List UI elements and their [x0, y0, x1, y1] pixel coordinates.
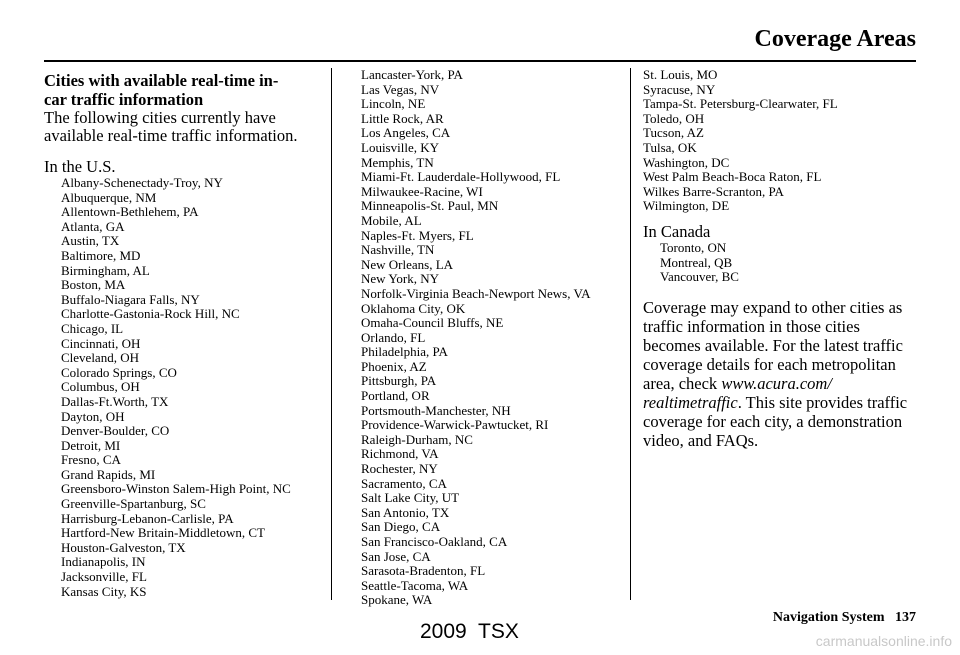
city-item: Miami-Ft. Lauderdale-Hollywood, FL: [361, 169, 561, 185]
city-item: Wilmington, DE: [643, 198, 730, 214]
city-item: St. Louis, MO: [643, 67, 718, 82]
city-item: Norfolk-Virginia Beach-Newport News, VA: [361, 285, 591, 301]
city-item: Baltimore, MD: [61, 247, 141, 263]
city-item: West Palm Beach-Boca Raton, FL: [643, 169, 822, 185]
page-number: 137: [895, 610, 916, 625]
city-item: Colorado Springs, CO: [61, 364, 177, 380]
footer-section-label: [773, 610, 916, 626]
city-item: Oklahoma City, OK: [361, 300, 466, 316]
city-item: Milwaukee-Racine, WI: [361, 183, 483, 199]
city-item: Phoenix, AZ: [361, 358, 427, 374]
city-item: Atlanta, GA: [61, 218, 125, 234]
city-item: Wilkes Barre-Scranton, PA: [643, 183, 784, 199]
city-item: Sacramento, CA: [361, 475, 447, 491]
city-item: Richmond, VA: [361, 446, 439, 462]
city-item: Charlotte-Gastonia-Rock Hill, NC: [61, 306, 240, 322]
city-item: Greensboro-Winston Salem-High Point, NC: [61, 481, 291, 497]
city-item: Albany-Schenectady-Troy, NY: [61, 175, 223, 190]
section-heading-line-1: Cities with available real-time in-: [44, 71, 279, 90]
coverage-line: traffic information in those cities: [643, 316, 860, 336]
us-city-list-3: [643, 68, 923, 214]
city-item: Denver-Boulder, CO: [61, 423, 170, 439]
city-item: Detroit, MI: [61, 437, 121, 453]
city-item: Toledo, OH: [643, 110, 705, 126]
city-item: Buffalo-Niagara Falls, NY: [61, 291, 200, 307]
city-item: Las Vegas, NV: [361, 81, 440, 97]
city-item: Pittsburgh, PA: [361, 373, 437, 389]
city-item: Greenville-Spartanburg, SC: [61, 496, 206, 512]
city-item: Orlando, FL: [361, 329, 426, 345]
us-city-list-2: [361, 68, 631, 608]
acura-url-link-continued[interactable]: realtimetraffic: [643, 392, 738, 412]
city-item: Naples-Ft. Myers, FL: [361, 227, 474, 243]
city-item: San Jose, CA: [361, 548, 431, 564]
city-item: Houston-Galveston, TX: [61, 539, 186, 555]
city-item: San Antonio, TX: [361, 504, 450, 520]
city-item: Tucson, AZ: [643, 125, 704, 141]
city-item: Boston, MA: [61, 277, 126, 293]
watermark-text: carmanualsonline.info: [815, 633, 952, 649]
city-item: Columbus, OH: [61, 379, 140, 395]
city-item: Albuquerque, NM: [61, 189, 157, 205]
page-title: Coverage Areas: [754, 26, 916, 52]
intro-text: [44, 109, 314, 145]
city-item: Louisville, KY: [361, 139, 439, 155]
canada-region-label: In Canada: [643, 221, 711, 241]
city-item: Nashville, TN: [361, 242, 435, 258]
city-item: Rochester, NY: [361, 461, 438, 477]
coverage-line: becomes available. For the latest traffic: [643, 335, 903, 355]
city-item: Harrisburg-Lebanon-Carlisle, PA: [61, 510, 234, 526]
column-divider-1: [331, 68, 332, 600]
acura-url-link[interactable]: www.acura.com/: [721, 373, 832, 393]
footer-section-name: Navigation System: [772, 610, 885, 625]
coverage-note: [643, 298, 923, 450]
column-1: [44, 68, 314, 599]
city-item: Los Angeles, CA: [361, 125, 451, 141]
intro-line-1: The following cities currently have: [44, 108, 276, 127]
city-item: Dallas-Ft.Worth, TX: [61, 393, 169, 409]
city-item: New York, NY: [361, 271, 440, 287]
city-item: Philadelphia, PA: [361, 344, 448, 360]
after-url-text: . This site provides traffic: [737, 392, 908, 412]
footer-model-label: 2009 TSX: [420, 620, 519, 643]
city-item: New Orleans, LA: [361, 256, 454, 272]
city-item: Memphis, TN: [361, 154, 434, 170]
city-item: Fresno, CA: [61, 452, 121, 468]
coverage-line: Coverage may expand to other cities as: [643, 297, 903, 317]
city-item: Mobile, AL: [361, 212, 422, 228]
city-item: Vancouver, BC: [660, 269, 739, 285]
us-city-list-1: [44, 176, 314, 599]
city-item: Minneapolis-St. Paul, MN: [361, 198, 499, 214]
coverage-line: coverage for each city, a demonstration: [643, 411, 903, 431]
city-item: Little Rock, AR: [361, 110, 444, 126]
city-item: Syracuse, NY: [643, 81, 716, 97]
intro-line-2: available real-time traffic information.: [44, 126, 298, 145]
city-item: Salt Lake City, UT: [361, 490, 460, 506]
coverage-line-url: [643, 393, 923, 412]
city-item: Dayton, OH: [61, 408, 125, 424]
city-item: Toronto, ON: [660, 239, 727, 255]
city-item: Sarasota-Bradenton, FL: [361, 563, 486, 579]
column-2: [361, 68, 631, 608]
section-heading-line-2: car traffic information: [44, 90, 204, 109]
city-item: Hartford-New Britain-Middletown, CT: [61, 525, 265, 541]
city-item: Lancaster-York, PA: [361, 67, 463, 82]
city-item: Austin, TX: [61, 233, 120, 249]
city-item: Tampa-St. Petersburg-Clearwater, FL: [643, 96, 838, 112]
column-3: [643, 68, 923, 450]
coverage-line: coverage details for each metropolitan: [643, 354, 896, 374]
city-item: Montreal, QB: [660, 254, 733, 270]
city-item: Spokane, WA: [361, 592, 433, 608]
city-item: Portland, OR: [361, 388, 430, 404]
coverage-line: video, and FAQs.: [643, 430, 759, 450]
section-heading: [44, 71, 314, 109]
city-item: Kansas City, KS: [61, 583, 147, 599]
city-item: Seattle-Tacoma, WA: [361, 577, 469, 593]
coverage-line-check: [643, 374, 923, 393]
city-item: Indianapolis, IN: [61, 554, 146, 570]
city-item: San Diego, CA: [361, 519, 441, 535]
city-item: Cleveland, OH: [61, 350, 139, 366]
city-item: Grand Rapids, MI: [61, 466, 156, 482]
city-item: Tulsa, OK: [643, 139, 697, 155]
city-item: Raleigh-Durham, NC: [361, 431, 473, 447]
city-item: Providence-Warwick-Pawtucket, RI: [361, 417, 549, 433]
canada-city-list: [643, 241, 923, 285]
city-item: Allentown-Bethlehem, PA: [61, 204, 199, 220]
us-region-label: In the U.S.: [44, 157, 116, 176]
city-item: Jacksonville, FL: [61, 569, 147, 585]
city-item: Lincoln, NE: [361, 96, 426, 112]
city-item: Cincinnati, OH: [61, 335, 141, 351]
city-item: Portsmouth-Manchester, NH: [361, 402, 511, 418]
city-item: Birmingham, AL: [61, 262, 150, 278]
city-item: Washington, DC: [643, 154, 730, 170]
city-item: Omaha-Council Bluffs, NE: [361, 315, 504, 331]
city-item: Chicago, IL: [61, 320, 124, 336]
check-prefix: area, check: [643, 373, 722, 393]
city-item: San Francisco-Oakland, CA: [361, 534, 508, 549]
header-divider: [44, 60, 916, 62]
